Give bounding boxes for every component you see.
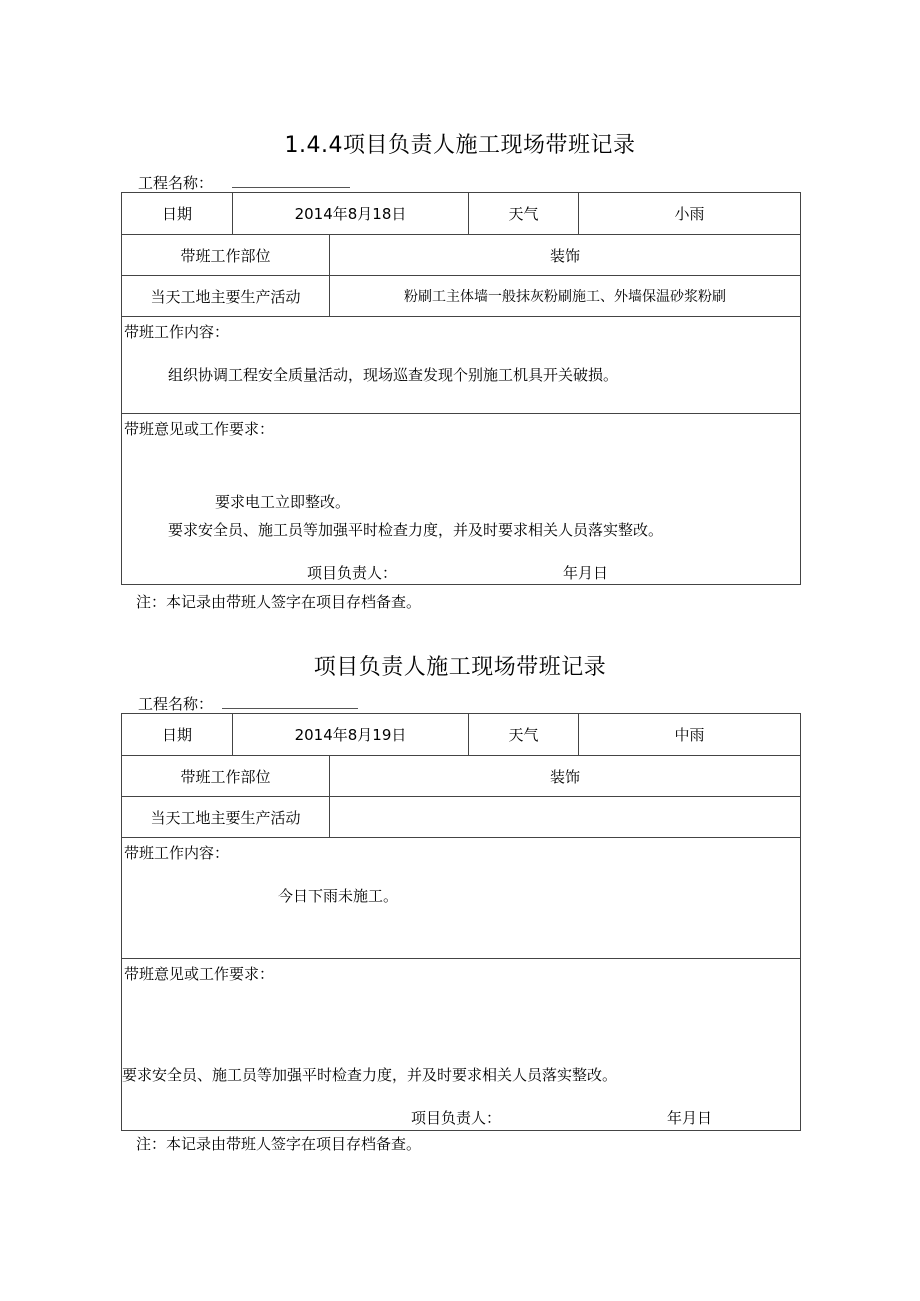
footnote: 注：本记录由带班人签字在项目存档备查。: [136, 593, 422, 611]
content-text: 组织协调工程安全质量活动，现场巡查发现个别施工机具开关破损。: [168, 366, 619, 384]
date-label: 日期: [122, 714, 233, 756]
date-label: 日期: [122, 193, 233, 235]
record-title: 项目负责人施工现场带班记录: [313, 655, 607, 680]
content-label: 带班工作内容：: [124, 844, 230, 862]
footnote: 注：本记录由带班人签字在项目存档备查。: [136, 1135, 422, 1153]
record-table: [121, 192, 801, 585]
date-value: 2014年8月18日: [233, 193, 469, 235]
content-block: [122, 838, 800, 957]
project-name-label: 工程名称：: [138, 174, 214, 192]
opinion-block: [122, 414, 800, 583]
project-name-field[interactable]: [222, 708, 358, 709]
dept-label: 带班工作部位: [122, 235, 330, 276]
dept-value: 装饰: [330, 235, 801, 276]
activity-label: 当天工地主要生产活动: [122, 276, 330, 317]
sign-date-label: 年月日: [667, 1109, 713, 1127]
sign-date-label: 年月日: [563, 564, 609, 582]
opinion-line-2: 要求安全员、施工员等加强平时检查力度，并及时要求相关人员落实整改。: [168, 521, 664, 539]
activity-label: 当天工地主要生产活动: [122, 797, 330, 838]
opinion-label: 带班意见或工作要求：: [124, 420, 275, 438]
signer-label: 项目负责人：: [307, 564, 398, 582]
dept-label: 带班工作部位: [122, 756, 330, 797]
weather-label: 天气: [469, 193, 579, 235]
content-block: [122, 317, 800, 412]
record-table: [121, 713, 801, 1131]
signer-label: 项目负责人：: [411, 1109, 502, 1127]
dept-value: 装饰: [330, 756, 801, 797]
activity-value: [330, 797, 801, 838]
date-value: 2014年8月19日: [233, 714, 469, 756]
project-name-label: 工程名称：: [138, 695, 214, 713]
project-name-field[interactable]: [232, 187, 350, 188]
opinion-line-1: 要求安全员、施工员等加强平时检查力度，并及时要求相关人员落实整改。: [122, 1066, 618, 1084]
opinion-label: 带班意见或工作要求：: [124, 965, 275, 983]
content-label: 带班工作内容：: [124, 323, 230, 341]
content-text: 今日下雨未施工。: [278, 887, 399, 905]
weather-value: 小雨: [579, 193, 801, 235]
opinion-block: [122, 959, 800, 1129]
weather-value: 中雨: [579, 714, 801, 756]
opinion-line-1: 要求电工立即整改。: [215, 493, 351, 511]
activity-value: 粉刷工主体墙一般抹灰粉刷施工、外墙保温砂浆粉刷: [330, 276, 801, 317]
record-title: 1.4.4项目负责人施工现场带班记录: [284, 133, 636, 158]
weather-label: 天气: [469, 714, 579, 756]
